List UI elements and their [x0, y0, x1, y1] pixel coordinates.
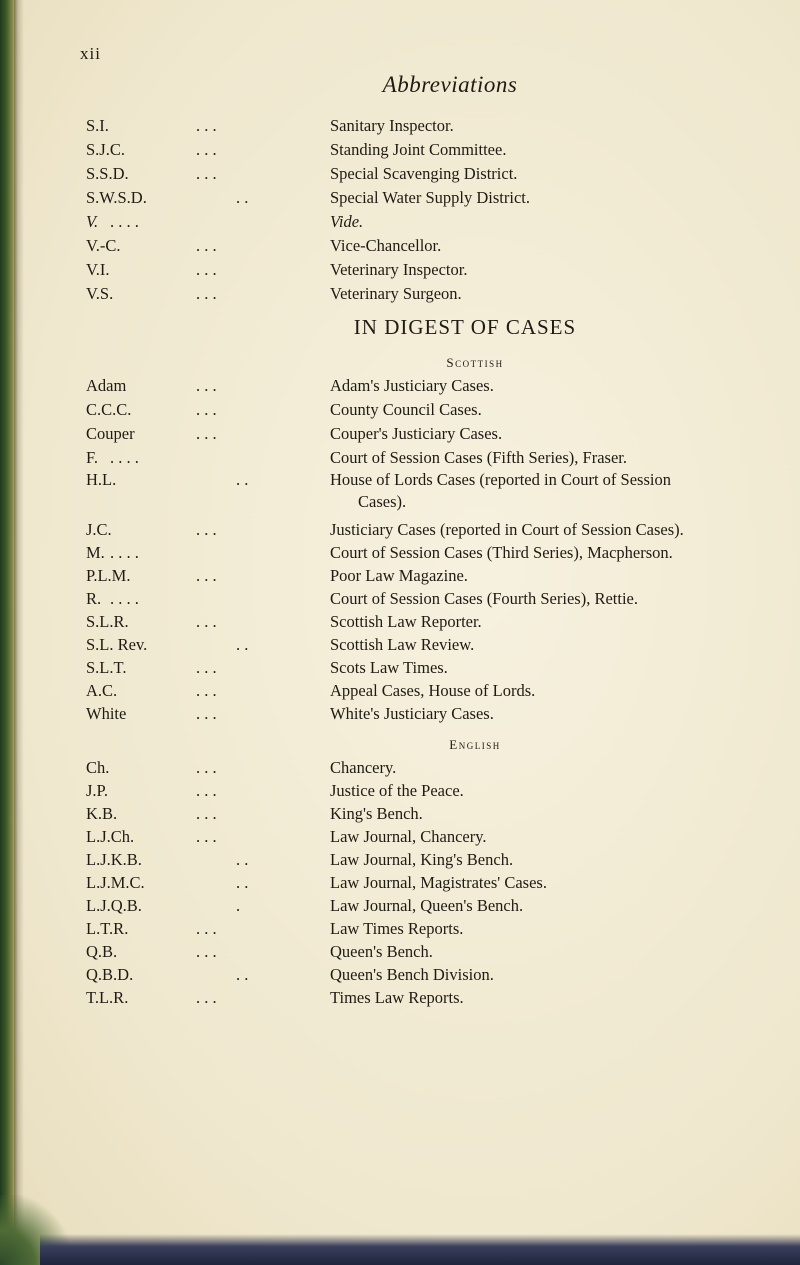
leader-dots: . . [236, 635, 249, 654]
abbreviation: V.S. [86, 284, 114, 303]
definition: Veterinary Surgeon. [330, 284, 462, 303]
abbreviation: Q.B.D. [86, 965, 134, 984]
definition: Queen's Bench Division. [330, 965, 494, 984]
leader-dots: . . . [196, 658, 217, 677]
list-item [0, 804, 800, 826]
list-item [0, 543, 800, 565]
abbreviation: A.C. [86, 681, 118, 700]
leader-dots: . . . [196, 612, 217, 631]
list-item [0, 520, 800, 542]
abbreviation: S.S.D. [86, 164, 129, 183]
leader-dots: . . [236, 470, 249, 489]
definition: Scots Law Times. [330, 658, 448, 677]
abbreviation: L.J.M.C. [86, 873, 145, 892]
leader-dots: . . [236, 965, 249, 984]
list-item [0, 942, 800, 964]
definition: Law Journal, Magistrates' Cases. [330, 873, 547, 892]
definition: Couper's Justiciary Cases. [330, 424, 503, 443]
leader-dots: . . . [196, 681, 217, 700]
definition: Times Law Reports. [330, 988, 464, 1007]
list-item [0, 140, 800, 162]
abbreviation: V.I. [86, 260, 110, 279]
abbreviation: V.-C. [86, 236, 121, 255]
leader-dots: . . . [196, 284, 217, 303]
abbreviation: H.L. [86, 470, 117, 489]
definition: Law Journal, King's Bench. [330, 850, 514, 869]
leader-dots: . . . . [110, 589, 139, 608]
list-item [0, 284, 800, 306]
definition: Adam's Justiciary Cases. [330, 376, 494, 395]
leader-dots: . . . [196, 704, 217, 723]
list-item [0, 612, 800, 634]
list-item [0, 566, 800, 588]
list-item [0, 376, 800, 398]
abbreviation: P.L.M. [86, 566, 131, 585]
abbreviation: Q.B. [86, 942, 118, 961]
abbreviation: White [86, 704, 127, 723]
leader-dots: . . . [196, 919, 217, 938]
leader-dots: . . . [196, 400, 217, 419]
leader-dots: . . . [196, 566, 217, 585]
definition: White's Justiciary Cases. [330, 704, 494, 723]
leader-dots: . . . . [110, 543, 139, 562]
leader-dots: . . [236, 873, 249, 892]
abbreviation: K.B. [86, 804, 118, 823]
definition: Standing Joint Committee. [330, 140, 507, 159]
definition: Special Scavenging District. [330, 164, 518, 183]
list-item [0, 448, 800, 470]
definition: Court of Session Cases (Fourth Series), Rettie. [330, 589, 638, 608]
abbreviation: J.P. [86, 781, 109, 800]
list-item [0, 212, 800, 234]
abbreviation: L.T.R. [86, 919, 129, 938]
list-item [0, 781, 800, 803]
list-item [0, 896, 800, 918]
abbreviation: S.L.T. [86, 658, 127, 677]
definition: Scottish Law Reporter. [330, 612, 482, 631]
definition: Law Journal, Chancery. [330, 827, 487, 846]
abbreviation: V. [86, 212, 99, 231]
list-item [0, 919, 800, 941]
scottish-heading: Scottish [446, 355, 504, 370]
leader-dots: . . [236, 188, 249, 207]
leader-dots: . . . . [110, 212, 139, 231]
definition: Vice-Chancellor. [330, 236, 442, 255]
list-item [0, 988, 800, 1010]
leader-dots: . . . [196, 164, 217, 183]
leader-dots: . . . [196, 376, 217, 395]
abbreviation: F. [86, 448, 98, 467]
leader-dots: . . . . [110, 448, 139, 467]
abbreviation: J.C. [86, 520, 112, 539]
definition: Queen's Bench. [330, 942, 433, 961]
list-item [0, 188, 800, 210]
definition: Justiciary Cases (reported in Court of Session Cases). [330, 520, 684, 539]
leader-dots: . . . [196, 424, 217, 443]
running-head: Abbreviations [382, 72, 518, 97]
list-item [0, 260, 800, 282]
list-item [0, 658, 800, 680]
definition: Justice of the Peace. [330, 781, 464, 800]
leader-dots: . [236, 896, 241, 915]
list-item [0, 873, 800, 895]
list-item [0, 236, 800, 258]
abbreviation: L.J.Q.B. [86, 896, 142, 915]
leader-dots: . . . [196, 942, 217, 961]
list-item [0, 681, 800, 703]
list-item [0, 116, 800, 138]
abbreviation: S.I. [86, 116, 109, 135]
abbreviation: S.J.C. [86, 140, 125, 159]
list-item [0, 400, 800, 422]
abbreviation: S.W.S.D. [86, 188, 147, 207]
list-item [0, 850, 800, 872]
definition: King's Bench. [330, 804, 423, 823]
abbreviation: S.L. Rev. [86, 635, 148, 654]
leader-dots: . . . [196, 236, 217, 255]
list-item [0, 164, 800, 186]
abbreviation: Couper [86, 424, 135, 443]
abbreviation: L.J.Ch. [86, 827, 135, 846]
section-heading: IN DIGEST OF CASES [353, 315, 577, 339]
abbreviation: Ch. [86, 758, 110, 777]
list-item [0, 424, 800, 446]
leader-dots: . . . [196, 827, 217, 846]
definition: Court of Session Cases (Fifth Series), Fraser. [330, 448, 627, 467]
list-item [0, 965, 800, 987]
list-item [0, 827, 800, 849]
leader-dots: . . [236, 850, 249, 869]
list-item [0, 470, 800, 514]
abbreviation: L.J.K.B. [86, 850, 142, 869]
definition: Law Times Reports. [330, 919, 464, 938]
leader-dots: . . . [196, 260, 217, 279]
definition: Special Water Supply District. [330, 188, 530, 207]
abbreviation: M. [86, 543, 105, 562]
abbreviation: C.C.C. [86, 400, 132, 419]
definition: County Council Cases. [330, 400, 482, 419]
list-item [0, 704, 800, 726]
definition: Vide. [330, 212, 364, 231]
list-item [0, 758, 800, 780]
leader-dots: . . . [196, 140, 217, 159]
leader-dots: . . . [196, 781, 217, 800]
definition: Court of Session Cases (Third Series), Macpherson. [330, 543, 673, 562]
definition: Poor Law Magazine. [330, 566, 468, 585]
page-number: xii [80, 44, 101, 63]
leader-dots: . . . [196, 988, 217, 1007]
leader-dots: . . . [196, 520, 217, 539]
abbreviation: T.L.R. [86, 988, 129, 1007]
abbreviation: Adam [86, 376, 127, 395]
list-item [0, 589, 800, 611]
definition: Veterinary Inspector. [330, 260, 468, 279]
abbreviation: R. [86, 589, 102, 608]
definition: Law Journal, Queen's Bench. [330, 896, 524, 915]
definition: Appeal Cases, House of Lords. [330, 681, 536, 700]
leader-dots: . . . [196, 116, 217, 135]
definition: Chancery. [330, 758, 397, 777]
leader-dots: . . . [196, 804, 217, 823]
definition: Sanitary Inspector. [330, 116, 454, 135]
definition: Scottish Law Review. [330, 635, 475, 654]
list-item [0, 635, 800, 657]
definition: House of Lords Cases (reported in Court of Session [330, 470, 671, 489]
definition-continuation: Cases). [358, 492, 407, 511]
abbreviation: S.L.R. [86, 612, 129, 631]
leader-dots: . . . [196, 758, 217, 777]
bottom-page-edge [40, 1234, 800, 1265]
english-heading: English [449, 737, 501, 752]
